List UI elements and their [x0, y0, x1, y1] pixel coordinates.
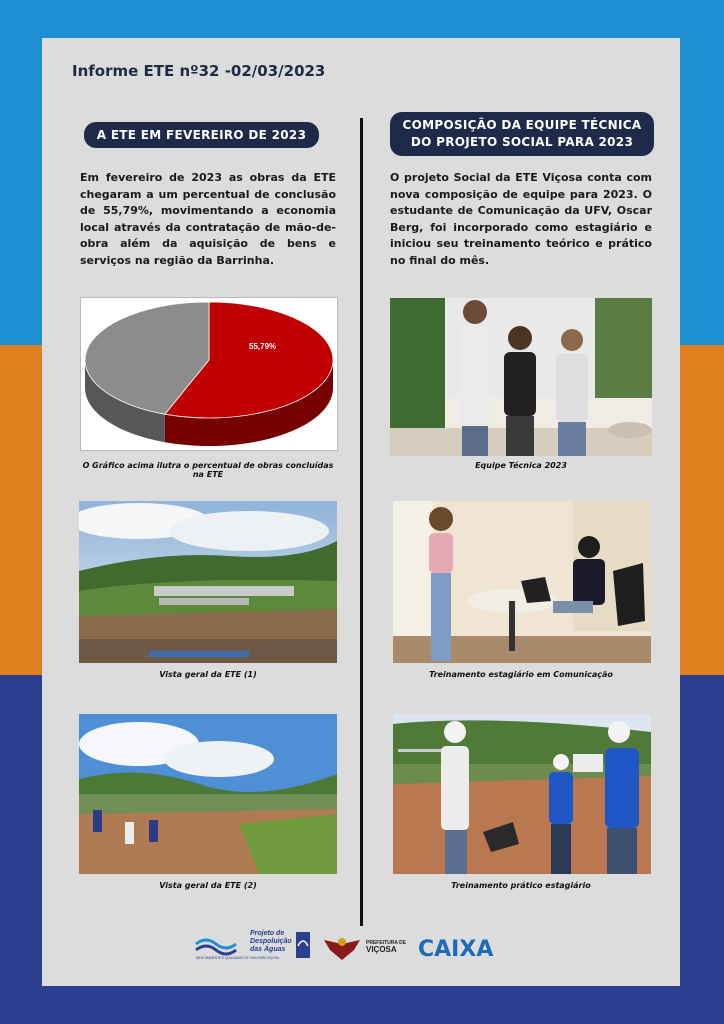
- right-heading-line: DO PROJETO SOCIAL PARA 2023: [410, 135, 634, 149]
- photo-caption: Vista geral da ETE (1): [159, 670, 257, 679]
- right-paragraph: O projeto Social da ETE Viçosa conta com nova composição de equipe para 2023. O estudante de Comunicação da UFV, Oscar Berg, foi incorporado como estagiário e iniciou seu treinamento teórico e prático no final do mês.: [390, 171, 652, 267]
- logo-prefeitura-vicosa: [322, 930, 412, 964]
- logo-despoluicao-line: Despoluição: [250, 938, 292, 945]
- logo-prefeitura-line: PREFEITURA DE: [366, 940, 407, 946]
- sponsor-logos: [42, 926, 680, 976]
- photo-caption: Equipe Técnica 2023: [475, 461, 567, 470]
- newsletter-sheet: [42, 38, 680, 986]
- right-heading-line: COMPOSIÇÃO DA EQUIPE TÉCNICA: [402, 118, 642, 132]
- logo-caixa: [418, 934, 518, 962]
- pie-chart-svg: [81, 298, 337, 450]
- chart-caption: O Gráfico acima ilutra o percentual de obras concluídas na ETE: [82, 461, 334, 479]
- logo-despoluicao-line: Projeto de: [250, 930, 285, 937]
- left-section-heading: A ETE EM FEVEREIRO DE 2023: [84, 122, 319, 148]
- left-paragraph: Em fevereiro de 2023 as obras da ETE chegaram a um percentual de conclusão de 55,79%, movimentando a economia local através da contratação de mão-de-obra além da aquisição de bens e serviços na região da Barrinha.: [80, 171, 336, 267]
- photo-caption: Treinamento prático estagiário: [451, 881, 591, 890]
- photo-caption: Vista geral da ETE (2): [159, 881, 257, 890]
- logo-despoluicao-line: das Águas: [250, 946, 286, 953]
- photo-field-training: [393, 714, 651, 874]
- photo-site-overview-1: [79, 501, 337, 663]
- photo-team-2023: [390, 298, 652, 456]
- right-section-heading: [390, 112, 654, 156]
- logo-caixa-text: CAIXA: [418, 937, 494, 962]
- logo-despoluicao-tagline: MEIO AMBIENTE E QUALIDADE DE VIDA PARA VIÇOSA: [196, 956, 280, 960]
- photo-site-overview-2: [79, 714, 337, 874]
- logo-prefeitura-line: VIÇOSA: [366, 945, 397, 954]
- logo-despoluicao: [192, 926, 312, 966]
- photo-caption: Treinamento estagiário em Comunicação: [429, 670, 613, 679]
- pie-slice-label: 55,79%: [249, 342, 277, 351]
- page-title: Informe ETE nº32 -02/03/2023: [72, 62, 326, 80]
- photo-intern-communication: [393, 501, 651, 663]
- column-divider: [360, 118, 363, 926]
- progress-pie-chart: [80, 297, 338, 451]
